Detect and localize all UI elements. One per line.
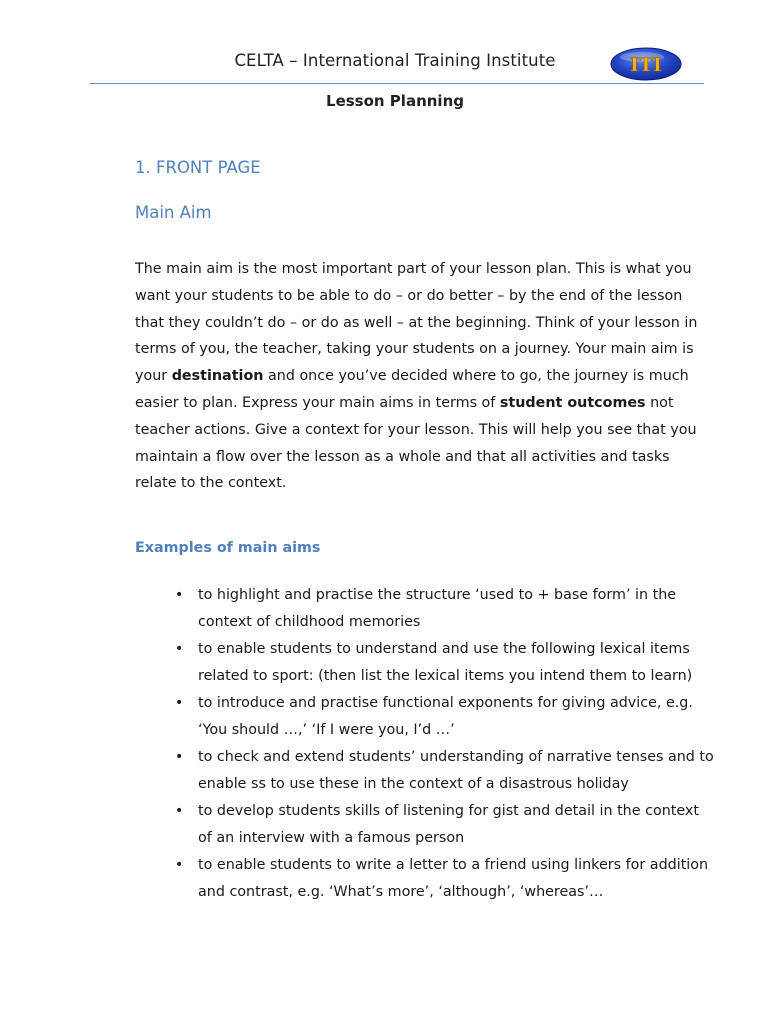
document-title: Lesson Planning (326, 92, 464, 110)
paragraph-text-2: and once you’ve decided where to go, the journey is much easier to plan. Express your main aims in terms of (135, 368, 689, 411)
header-title: CELTA – International Training Institute (234, 51, 556, 70)
main-aim-paragraph (135, 256, 710, 497)
list-item-text: to enable students to write a letter to a friend using linkers for addition and contrast, e.g. ‘What’s more’, ‘although’, ‘whereas’… (198, 857, 709, 901)
list-item (175, 582, 715, 636)
examples-heading: Examples of main aims (135, 540, 321, 556)
bullet-icon: • (175, 695, 184, 712)
list-item (175, 690, 715, 744)
bullet-icon: • (175, 587, 184, 603)
bullet-icon: • (175, 749, 184, 766)
logo-text: ITI (630, 54, 662, 76)
list-item-text: to check and extend students’ understanding of narrative tenses and to enable ss to use these in the context of a disastrous holiday (198, 749, 714, 793)
list-item (175, 636, 715, 690)
bullet-icon: • (175, 857, 184, 874)
paragraph-text-1: The main aim is the most important part of your lesson plan. This is what you want your students to be able to do – or do better – by the end of the lesson that they couldn’t do – or do as well – at the beginning. Think of your lesson in terms of you, the teacher, taking your students on a journey. Your main aim is your (135, 261, 698, 385)
list-item-text: to develop students skills of listening for gist and detail in the context of an interview with a famous person (198, 803, 699, 847)
list-item-text: to introduce and practise functional exponents for giving advice, e.g. ‘You should …,’ ‘If I were you, I’d …’ (198, 695, 693, 738)
bullet-icon: • (175, 803, 184, 820)
examples-list (175, 582, 715, 907)
list-item (175, 852, 715, 906)
paragraph-bold-student-outcomes: student outcomes (499, 394, 646, 411)
list-item (175, 798, 715, 852)
list-item (175, 744, 715, 798)
section-heading: 1. FRONT PAGE (135, 158, 261, 177)
list-item-text: to enable students to understand and use the following lexical items related to sport: (then list the lexical items you intend them to learn) (198, 641, 693, 684)
iti-logo (609, 46, 683, 82)
paragraph-text-3: not teacher actions. Give a context for your lesson. This will help you see that you maintain a flow over the lesson as a whole and that all activities and tasks relate to the context. (135, 394, 697, 492)
paragraph-bold-destination: destination (171, 368, 264, 385)
list-item-text: to highlight and practise the structure ‘used to + base form’ in the context of childhood memories (198, 587, 677, 630)
header-divider (90, 83, 704, 84)
main-aim-heading: Main Aim (135, 203, 212, 222)
bullet-icon: • (175, 641, 184, 658)
